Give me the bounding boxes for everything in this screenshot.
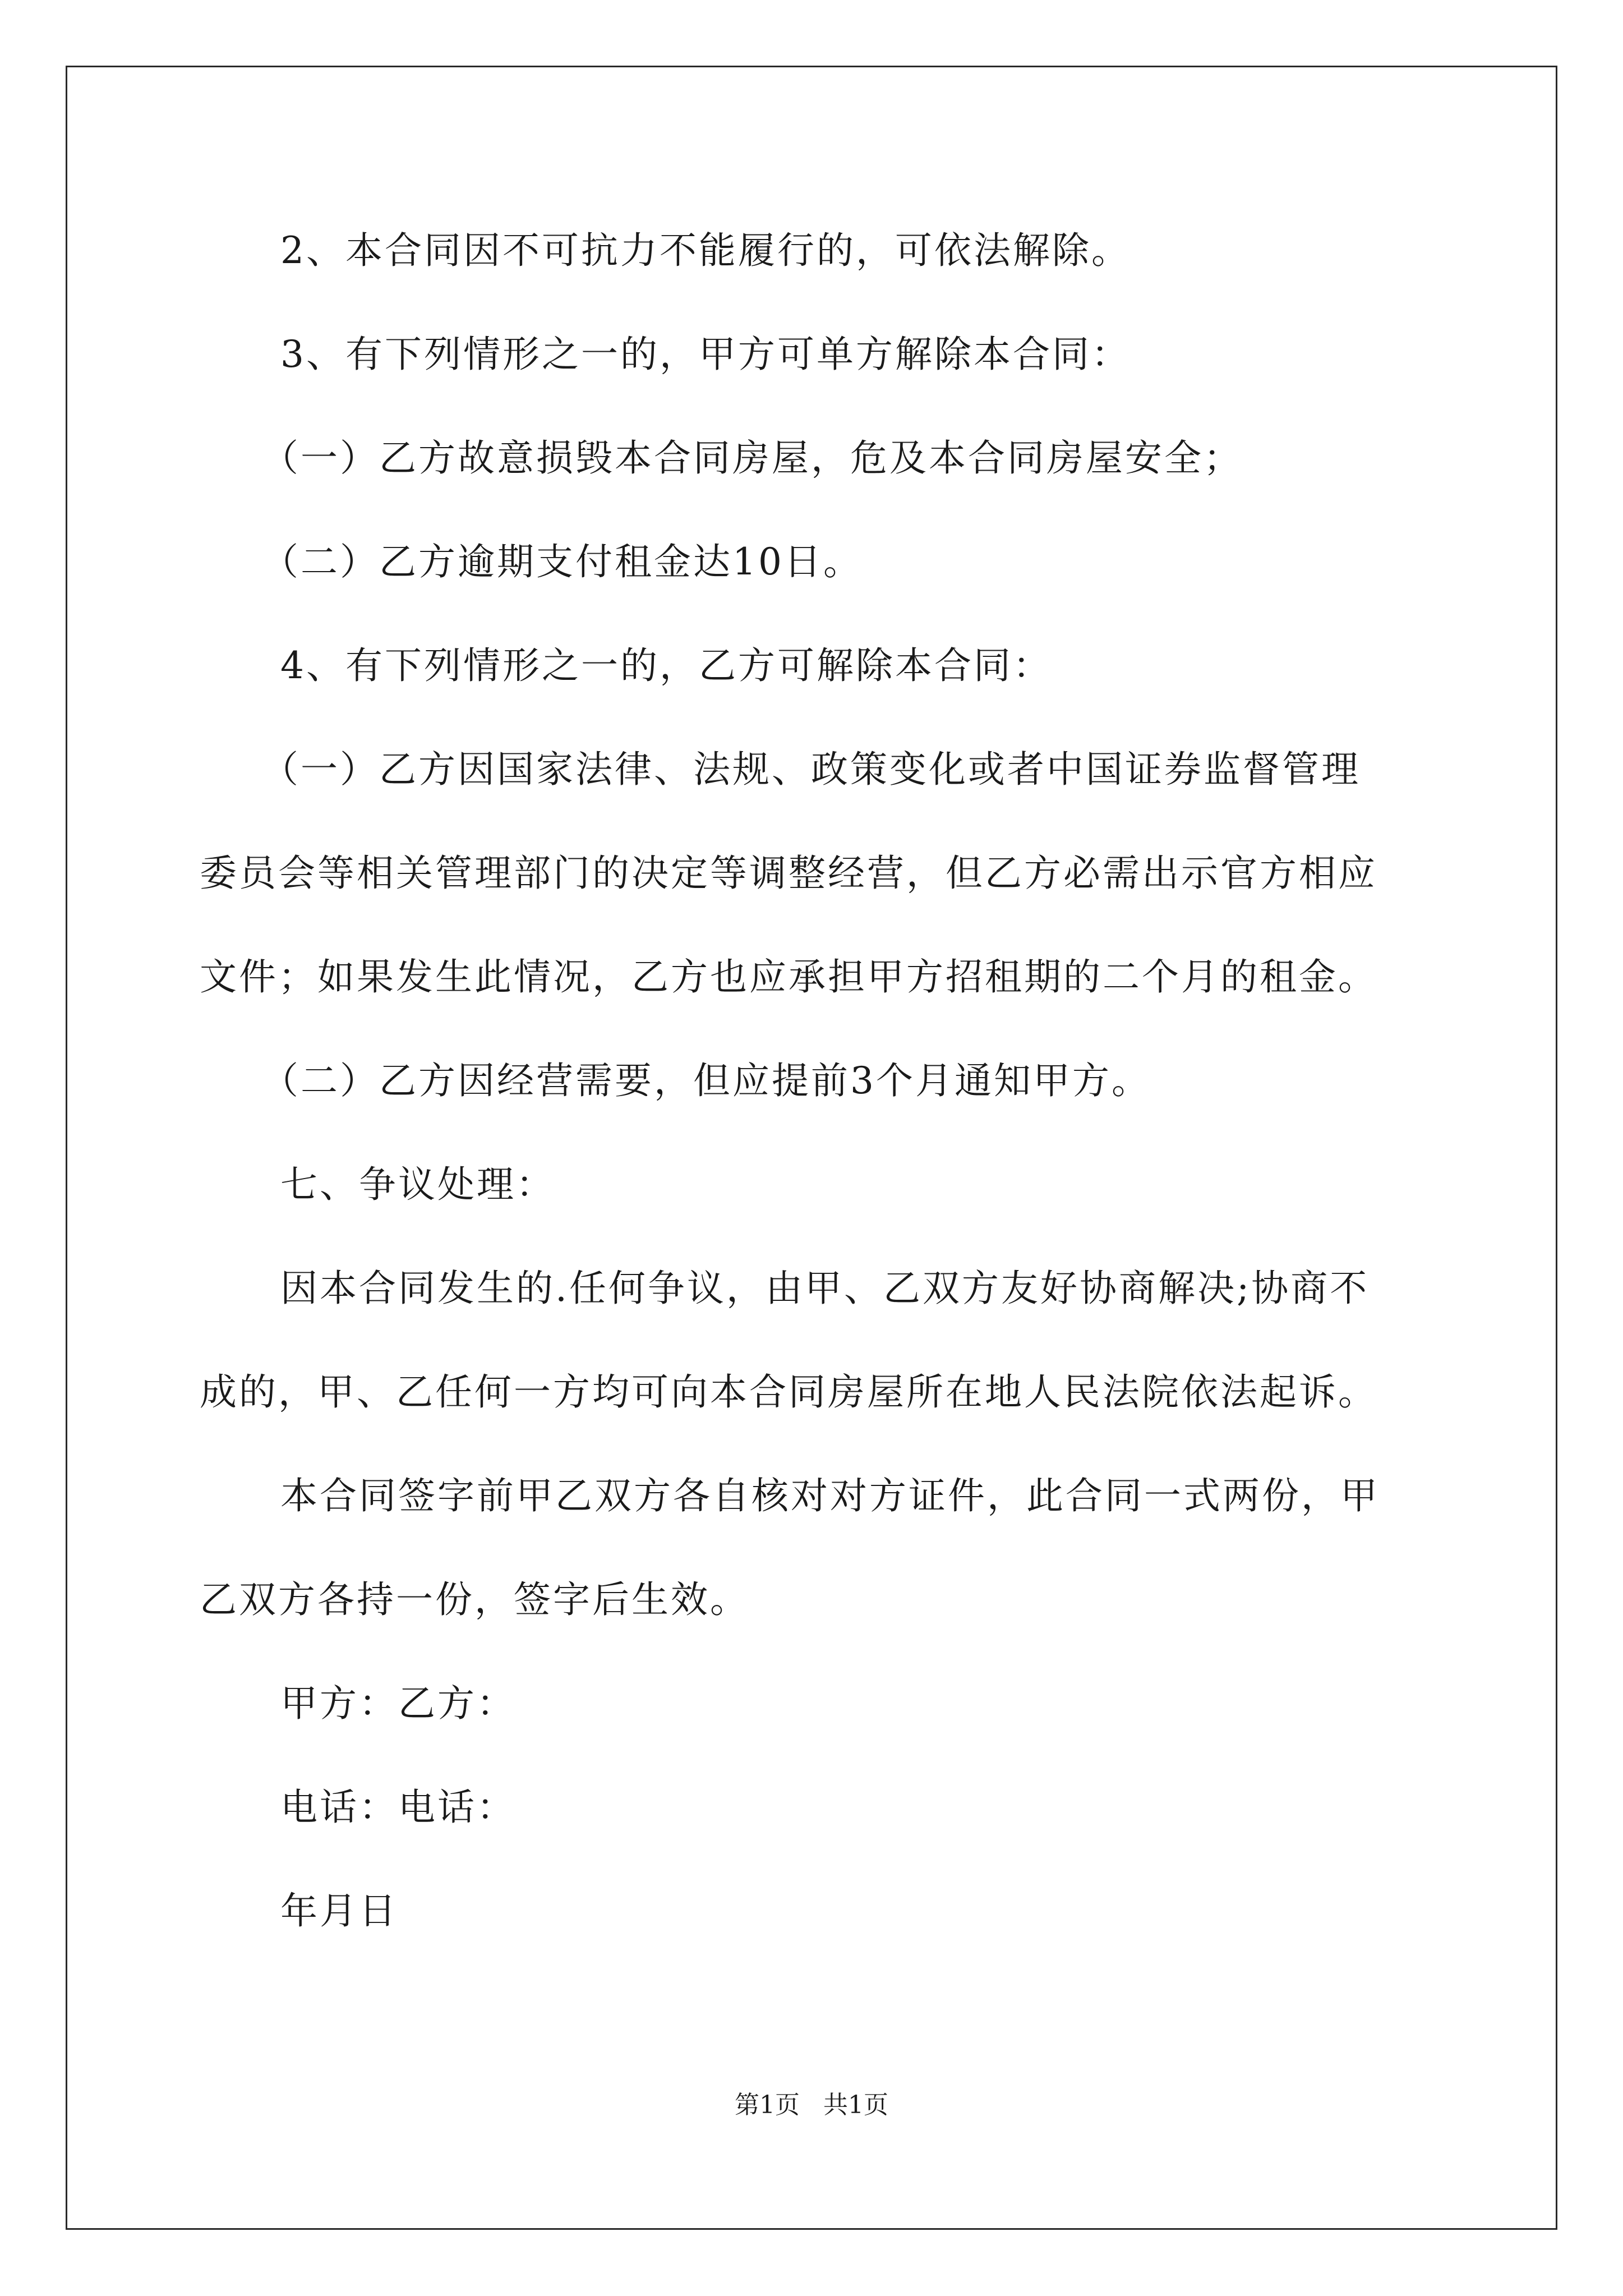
signing-paragraph-line-2: 乙双方各持一份，签字后生效。 — [200, 1578, 749, 1621]
page-footer: 第1页 共1页 — [735, 2091, 888, 2119]
clause-4-item-2: （二）乙方因经营需要，但应提前3个月通知甲方。 — [261, 1059, 1151, 1102]
clause-3-item-2: （二）乙方逾期支付租金达10日。 — [261, 540, 863, 583]
party-signature-line: 甲方：乙方： — [280, 1682, 516, 1725]
clause-3-landlord-termination: 3、有下列情形之一的，甲方可单方解除本合同： — [280, 333, 1131, 376]
phone-line: 电话：电话： — [280, 1786, 516, 1829]
clause-4-item-1-line-3: 文件；如果发生此情况，乙方也应承担甲方招租期的二个月的租金。 — [200, 955, 1377, 999]
dispute-paragraph-line-2: 成的，甲、乙任何一方均可向本合同房屋所在地人民法院依法起诉。 — [200, 1370, 1377, 1414]
date-line: 年月日 — [280, 1889, 398, 1932]
clause-3-item-1: （一）乙方故意损毁本合同房屋，危及本合同房屋安全； — [261, 436, 1243, 480]
clause-4-item-1-line-2: 委员会等相关管理部门的决定等调整经营，但乙方必需出示官方相应 — [200, 852, 1377, 895]
section-7-heading: 七、争议处理： — [280, 1163, 555, 1206]
clause-2-termination-force-majeure: 2、本合同因不可抗力不能履行的，可依法解除。 — [280, 229, 1131, 272]
signing-paragraph-line-1: 本合同签字前甲乙双方各自核对对方证件，此合同一式两份，甲 — [280, 1474, 1380, 1517]
dispute-paragraph-line-1: 因本合同发生的.任何争议，由甲、乙双方友好协商解决;协商不 — [280, 1267, 1370, 1310]
clause-4-tenant-termination: 4、有下列情形之一的，乙方可解除本合同： — [280, 644, 1052, 687]
clause-4-item-1-line-1: （一）乙方因国家法律、法规、政策变化或者中国证券监督管理 — [261, 748, 1361, 791]
